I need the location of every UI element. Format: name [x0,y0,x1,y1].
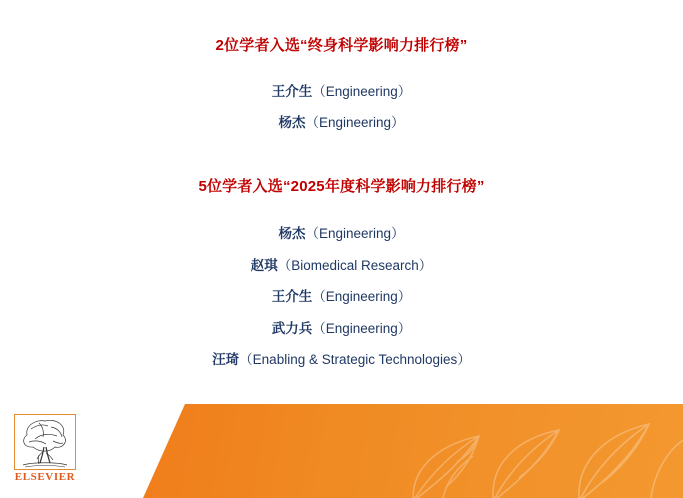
paren-open: （ [312,83,326,99]
scholar-field: Engineering [325,83,398,99]
paren-close: ） [457,352,471,367]
scholar-field: Engineering [318,115,392,130]
paren-open: （ [312,289,326,304]
scholar-field: Engineering [318,226,392,241]
elsevier-logo [14,414,76,488]
paren-open: （ [305,115,319,130]
list-item [0,250,683,282]
list-item [0,281,683,313]
scholar-name: 王介生 [271,289,313,304]
elsevier-wordmark: ELSEVIER [14,471,76,483]
elsevier-tree-icon [15,415,75,469]
bottom-banner [0,404,683,498]
leaf-pattern-icon [383,404,683,498]
section-heading-lifetime: 2位学者入选“终身科学影响力排行榜” [215,37,468,54]
scholar-field: Engineering [325,320,398,336]
paren-close: ） [418,257,433,273]
paren-open: （ [239,352,253,367]
paren-close: ） [391,115,405,130]
scholar-name: 赵琪 [250,257,278,273]
scholar-name: 王介生 [271,83,313,99]
paren-close: ） [391,226,405,241]
scholar-name: 武力兵 [271,320,313,336]
list-item [0,218,683,250]
name-list-annual [0,218,683,376]
name-list-lifetime [0,76,683,139]
list-item [0,107,683,139]
section-heading-annual: 5位学者入选“2025年度科学影响力排行榜” [198,177,485,195]
paren-open: （ [312,320,326,336]
scholar-name: 杨杰 [278,115,306,130]
paren-close: ） [397,320,412,336]
scholar-field: Engineering [325,289,398,304]
list-item [0,344,683,376]
scholar-name: 杨杰 [278,226,306,241]
paren-open: （ [277,257,292,273]
list-item [0,313,683,345]
paren-close: ） [397,289,412,304]
scholar-field: Biomedical Research [291,257,419,273]
scholar-name: 汪琦 [212,352,240,367]
scholar-field: Enabling & Strategic Technologies [252,352,458,367]
paren-close: ） [397,83,412,99]
list-item [0,76,683,108]
paren-open: （ [305,226,319,241]
